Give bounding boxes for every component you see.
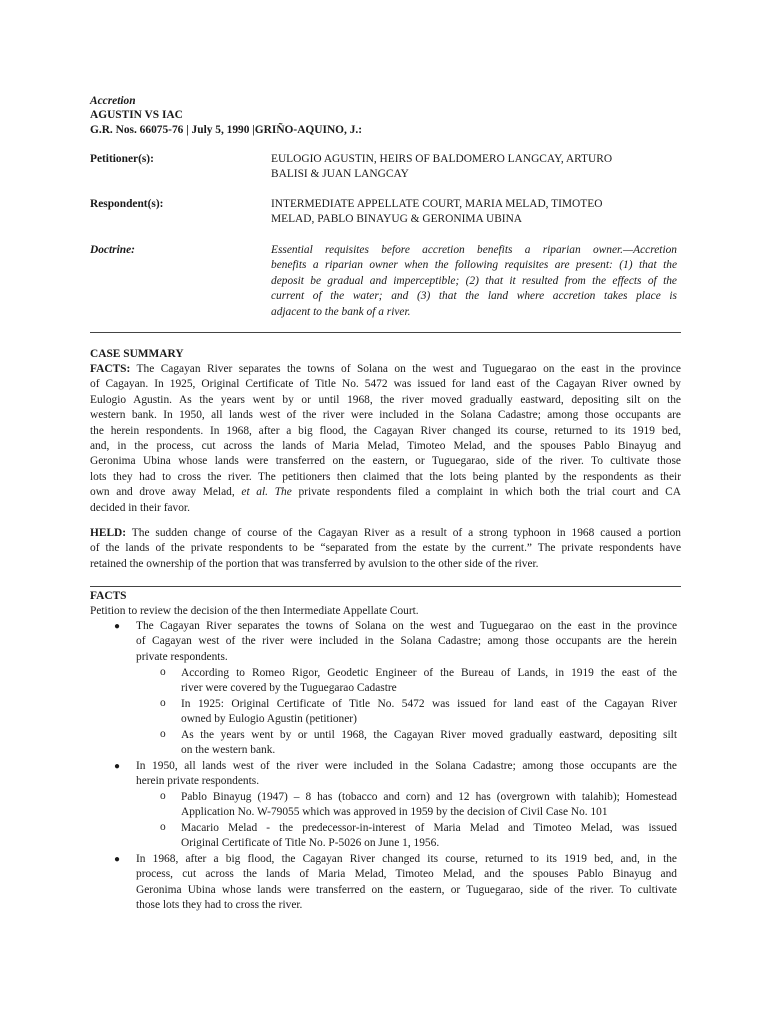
case-title: AGUSTIN VS IAC [90,109,183,121]
facts-sub-2-1 [181,790,677,821]
bullet-line: Geronima Ubina whose lands were transferred on the eastern, or Tuguegarao, side of the river. To cultivate [136,883,677,896]
respondent-line: INTERMEDIATE APPELLATE COURT, MARIA MELAD, TIMOTEO [271,198,603,210]
summary-facts-text: own and drove away Melad, [90,486,235,499]
respondent-value [271,197,677,228]
sub-bullet-icon: o [160,728,166,740]
bullet-line: those lots they had to cross the river. [136,899,303,912]
petitioner-label: Petitioner(s): [90,153,154,165]
bullet-line: The Cagayan River separates the towns of Solana on the west and Tuguegarao on the east in the province [136,620,677,632]
sub-bullet-icon: o [160,790,166,802]
summary-held-line [90,526,681,541]
facts-bullet-2 [136,759,677,790]
facts-sub-2-2 [181,821,677,852]
case-summary-heading: CASE SUMMARY [90,348,184,360]
respondent-label: Respondent(s): [90,198,164,210]
bullet-line: In 1950, all lands west of the river were included in the Solana Cadastre; among those occupants are the [136,760,677,772]
summary-facts-line: lots they had to cross the river. The petitioners then claimed that the lots being planted by the respondents as their [90,470,681,483]
summary-facts-line: decided in their favor. [90,501,190,514]
doctrine-line: current of the water; and (3) that the land where accretion takes place is [271,290,677,303]
sub-bullet-line: Original Certificate of Title No. P-5026 on June 1, 1956. [181,837,440,850]
petitioner-line: EULOGIO AGUSTIN, HEIRS OF BALDOMERO LANGCAY, ARTURO [271,153,613,165]
summary-facts-line [90,485,681,500]
summary-facts-line: Eulogio Agustin. As the years went by or until 1968, the river moved gradually eastward, depositing silt on the [90,393,681,406]
sub-bullet-line: owned by Eulogio Agustin (petitioner) [181,713,357,726]
summary-facts-etal: et al. [241,486,268,499]
doctrine-line: benefits a riparian owner when the following requisites are present: (1) that the [271,259,677,272]
summary-held-line: of the lands of the private respondents to be “separated from the estate by the current.” The private respondents have [90,542,681,555]
bullet-line: of Cagayan west of the river were included in the Solana Cadastre; among those occupants are the herein [136,635,677,648]
summary-facts-text: private respondents filed a complaint in which both the trial court and CA [291,486,681,499]
bullet-icon: ● [114,761,121,772]
doctrine-label: Doctrine: [90,244,135,256]
bullet-line: herein private respondents. [136,775,260,788]
bullet-line: process, cut across the lands of Maria Melad, Timoteo Melad, and the spouses Pablo Binayug and [136,868,677,881]
sub-bullet-icon: o [160,697,166,709]
sub-bullet-line: As the years went by or until 1968, the Cagayan River moved gradually eastward, depositing silt [181,729,677,741]
summary-facts-the: The [274,486,292,499]
section-divider [90,586,681,587]
sub-bullet-line: In 1925: Original Certificate of Title No. 5472 was issued for land east of the Cagayan River [181,698,677,710]
facts-intro: Petition to review the decision of the then Intermediate Appellate Court. [90,605,419,617]
sub-bullet-line: river were covered by the Tuguegarao Cadastre [181,682,397,695]
summary-facts-label: FACTS: [90,363,131,375]
sub-bullet-line: Application No. W-79055 which was approved in 1959 by the decision of Civil Case No. 101 [181,806,608,819]
facts-sub-1-1 [181,666,677,697]
sub-bullet-line: Macario Melad - the predecessor-in-interest of Maria Melad and Timoteo Melad, was issued [181,822,677,834]
facts-bullet-3 [136,852,677,914]
summary-facts-line: of Cagayan. In 1925, Original Certificate of Title No. 5472 was issued for land east of the Cagayan River owned by [90,378,681,391]
summary-held-paragraph [90,526,681,572]
doctrine-line: deposit be gradual and imperceptible; (2) that it resulted from the effects of the [271,274,677,287]
summary-facts-paragraph [90,362,681,516]
facts-heading: FACTS [90,590,127,602]
bullet-icon: ● [114,854,121,865]
summary-facts-line: the herein respondents. In 1968, after a big flood, the Cagayan River changed its course, returned to its 1919 bed, [90,424,681,437]
petitioner-line: BALISI & JUAN LANGCAY [271,168,409,181]
facts-sub-1-3 [181,728,677,759]
summary-facts-line [90,362,681,377]
summary-facts-line: and, in the process, cut across the lands of Maria Melad, Timoteo Melad, and the spouses Pablo Binayug and [90,440,681,453]
sub-bullet-line: Pablo Binayug (1947) – 8 has (tobacco and corn) and 12 has (overgrown with talahib); Homestead [181,791,677,803]
topic-label: Accretion [90,95,136,107]
doctrine-text [271,243,677,320]
sub-bullet-line: According to Romeo Rigor, Geodetic Engineer of the Bureau of Lands, in 1919 the east of the [181,667,677,679]
summary-held-line: retained the ownership of the portion that was transferred by avulsion to the other side of the river. [90,557,539,570]
section-divider [90,332,681,333]
petitioner-value [271,152,677,183]
summary-held-label: HELD: [90,527,127,539]
doctrine-line: adjacent to the bank of a river. [271,305,411,318]
summary-held-text: The sudden change of course of the Cagayan River as a result of a strong typhoon in 1968 caused a portion [126,527,681,539]
sub-bullet-line: on the western bank. [181,744,276,757]
summary-facts-text: The Cagayan River separates the towns of Solana on the west and Tuguegarao on the east in the province [130,363,681,375]
summary-facts-line: Geronima Ubina whose lands were transferred on the eastern, or Tuguegarao, side of the river. To cultivate those [90,455,681,468]
bullet-icon: ● [114,621,121,632]
facts-sub-1-2 [181,697,677,728]
facts-bullet-1 [136,619,677,665]
respondent-line: MELAD, PABLO BINAYUG & GERONIMA UBINA [271,213,523,226]
summary-facts-line: western bank. In 1950, all lands west of the river were included in the Solana Cadastre; among those occupants are [90,409,681,422]
sub-bullet-icon: o [160,821,166,833]
sub-bullet-icon: o [160,666,166,678]
bullet-line: private respondents. [136,650,228,663]
bullet-line: In 1968, after a big flood, the Cagayan River changed its course, returned to its 1919 bed, and, in the [136,853,677,865]
case-citation: G.R. Nos. 66075-76 | July 5, 1990 |GRIÑO-AQUINO, J.: [90,124,363,136]
doctrine-line: Essential requisites before accretion benefits a riparian owner.—Accretion [271,244,677,256]
